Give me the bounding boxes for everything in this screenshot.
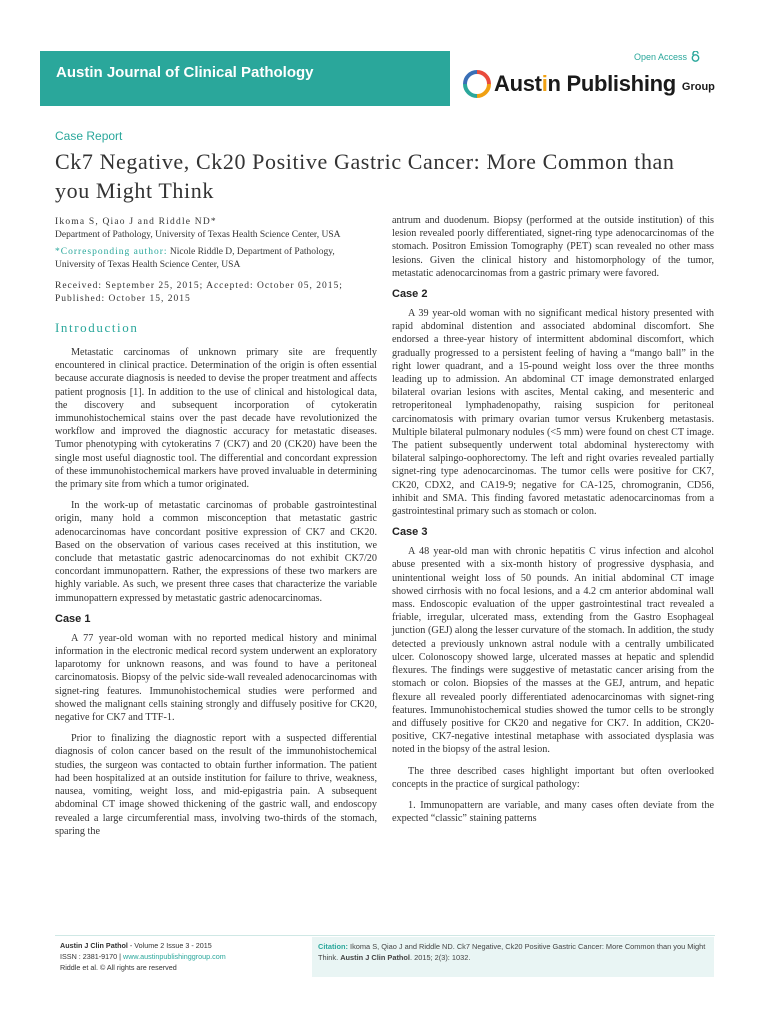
introduction-heading: Introduction [55,320,139,335]
open-access-label: Open Access [633,51,687,62]
publisher-name-part2: i [541,71,548,96]
publisher-logo-icon [462,69,492,99]
article-dates: Received: September 25, 2015; Accepted: October 05, 2015; Published: October 15, 2015 [55,281,343,304]
intro-paragraph-2: In the work-up of metastatic carcinomas of probable gastrointestinal origin, many hold a common misconception that metastatic gastric adenocarcinomas have concordant positive expression of CK7 and CK20. Based on the observation of various cases received at this institution, we conclude that metastatic gastric adenocarcinomas do not exhibit CK7/20 concordant immunopattern. Rather, the expressions of these two markers are highly variable. As such, we present three cases that characterize the variable immunopattern expressed by metastatic gastric adenocarcinomas. [55,500,377,604]
case3-paragraph-3: 1. Immunopattern are variable, and many cases often deviate from the expected “classic” staining patterns [392,799,714,825]
case3-heading: Case 3 [392,526,428,539]
case3-paragraph-1: A 48 year-old man with chronic hepatitis C virus infection and alcohol abuse presented with a six-month history of progressive dysphasia, and unintentional weight loss of 50 pounds. An initial abdominal CT image showed cirrhosis with no focal lesions, and a 4.2 cm anterior abdominal wall mass. Endoscopic evaluation of the upper gastrointestinal tract revealed a friable, irregular, ulcerated mass, extending from the Gastro Esophageal junction (GEJ) along the lesser curvature of the stomach. In addition, the study detected a previously unknown astral nodule with a centrally umbilicated ulcer. Colonoscopy showed large, ulcerated masses at hepatic and splendid flexures. The findings were suggestive of metastatic cancer arising from the stomach or colon. Biopsies of the masses at the GEJ, antrum, and hepatic flexure all revealed poorly differentiated adenocarcinomas with signet-ring features. Immunohistochemical studies showed the tumor cells to be strongly and diffusely positive for CK20 and negative for CK7. In addition, CK20-positive, CK7-negative intestinal metaphase with associated dysplasia was noted in the biopsy of the astral lesion. [392,546,714,756]
article-title: Ck7 Negative, Ck20 Positive Gastric Cancer: More Common than you Might Think [55,149,675,203]
left-column [55,216,377,846]
open-lock-icon [691,51,700,62]
citation-journal: Austin J Clin Pathol [340,953,410,962]
case1-paragraph-1: A 77 year-old woman with no reported medical history and minimal information in the electronic medical record system underwent an exploratory laparotomy for unknown reasons, and was found to have a peritoneal carcinomatosis. Biopsy of the pelvic side-wall revealed adenocarcinomas with signet-ring features. Immunohistochemical studies were performed and showed the malignant cells staining strongly and diffusely positive for CK20, negative for CK7 and TTF-1. [55,632,377,724]
intro-paragraph-1: Metastatic carcinomas of unknown primary site are frequently encountered in clinical practice. Determination of the origin is often essential because accurate diagnosis is needed to devise the proper treatment and affects patient prognosis [1]. In addition to the use of clinical and histological data, the discovery and subsequent incorporation of cytokeratin immunohistochemical stains over the past decade have revolutionized the workflow and improved the diagnostic accuracy for metastatic diseases. Tumor phenotyping with cytokeratins 7 (CK7) and 20 (CK20) have been the single most useful diagnostic tool. The differential and concordant expression of these immunohistochemical markers have proved invaluable in determining the primary site from which a tumor originated. [55,347,377,491]
open-access-badge [634,51,700,62]
case2-paragraph-1: A 39 year-old woman with no significant medical history presented with rapid abdominal distention and associated abdominal discomfort. She endorsed a three-year history of intermittent abdominal discomfort, which gradually progressed to a persistent feeling of having a “mango ball” in the right lower quadrant, and a 15-pound weight loss over the three months leading up to admission. An abdominal CT image demonstrated enlarged bilateral ovarian lesions with ascites, Mental caking, and mesenteric and retroperitoneal lymphadenopathy, raising suspicion for peritoneal carcinomatosis with primary ovarian tumor versus Krukenberg metastasis. Multiple bilateral pulmonary nodules (<5 mm) were found on chest CT image. The patient subsequently underwent total abdominal hysterectomy with bilateral salpingo-oophorectomy. The left and right ovaries revealed partially signet-ring type adenocarcinomas. The tumor cells were positive for CK7, CK20, CDX2, and CA19-9; negative for CA-125, chromogranin, CD56, inhibit and SMA. This finding favored metastatic adenocarcinomas from a gastrointestinal primary such as stomach or colon. [392,308,714,518]
footer-issn: ISSN : 2381-9170 | [60,952,123,961]
citation-box [312,937,714,977]
footer-issn-line [60,951,300,962]
article-type: Case Report [55,129,123,143]
authors: Ikoma S, Qiao J and Riddle ND* [55,217,217,227]
publisher-name-part3: n Publishing [547,71,676,96]
publisher-name-part1: Aust [494,71,542,96]
corresponding-label: *Corresponding author: [55,247,168,257]
case3-paragraph-2: The three described cases highlight important but often overlooked concepts in the practice of surgical pathology: [392,765,714,790]
publisher-logo [462,66,722,102]
case1-paragraph-2: Prior to finalizing the diagnostic report with a suspected differential diagnosis of colon cancer based on the result of the immunohistochemical studies, the surgeon was contacted to obtain further information. The patient had been hospitalized at an outside institution for failure to thrive, weakness, nausea, vomiting, weight loss, and mid-epigastria pain. A subsequent abdominal CT image showed thickening of the gastric wall, and endoscopy revealed a large circumferential mass, involving two-thirds of the stomach, sparing the [55,733,377,837]
publisher-group: Group [681,81,715,93]
case2-heading: Case 2 [392,288,428,301]
case1-heading: Case 1 [55,612,91,625]
journal-title: Austin Journal of Clinical Pathology [56,64,314,81]
footer-website-link[interactable]: www.austinpublishinggroup.com [123,952,226,961]
right-column [392,214,714,833]
article-meta [55,216,377,306]
publisher-name [494,71,676,97]
citation-label: Citation: [318,942,348,951]
footer-journal-abbrev: Austin J Clin Pathol [60,941,128,950]
footer-volume: - Volume 2 Issue 3 - 2015 [127,941,212,950]
case1-paragraph-2-continued: antrum and duodenum. Biopsy (performed at the outside institution) of this lesion revealed poorly differentiated, signet-ring type adenocarcinomas of the stomach. Positron Emission Tomography (PET) scan revealed no other mass lesions. Given the clinical history and histomorphology of the tumor, metastatic adenocarcinomas from a gastric primary were favored. [392,215,714,279]
citation-tail: . 2015; 2(3): 1032. [410,953,471,962]
journal-header-band [40,51,450,106]
affiliation: Department of Pathology, University of Texas Health Science Center, USA [55,230,341,240]
footer-journal-info [60,940,300,973]
footer-divider [55,935,715,936]
corresponding-author [55,246,377,272]
citation-text: Ikoma S, Qiao J and Riddle ND. Ck7 Negative, Ck20 Positive Gastric Cancer: More Common than you Might Think. [318,942,706,962]
footer-journal-line [60,940,300,951]
corresponding-text: Nicole Riddle D, Department of Pathology, University of Texas Health Science Center, USA [55,247,335,270]
footer-rights: Riddle et al. © All rights are reserved [60,963,177,972]
